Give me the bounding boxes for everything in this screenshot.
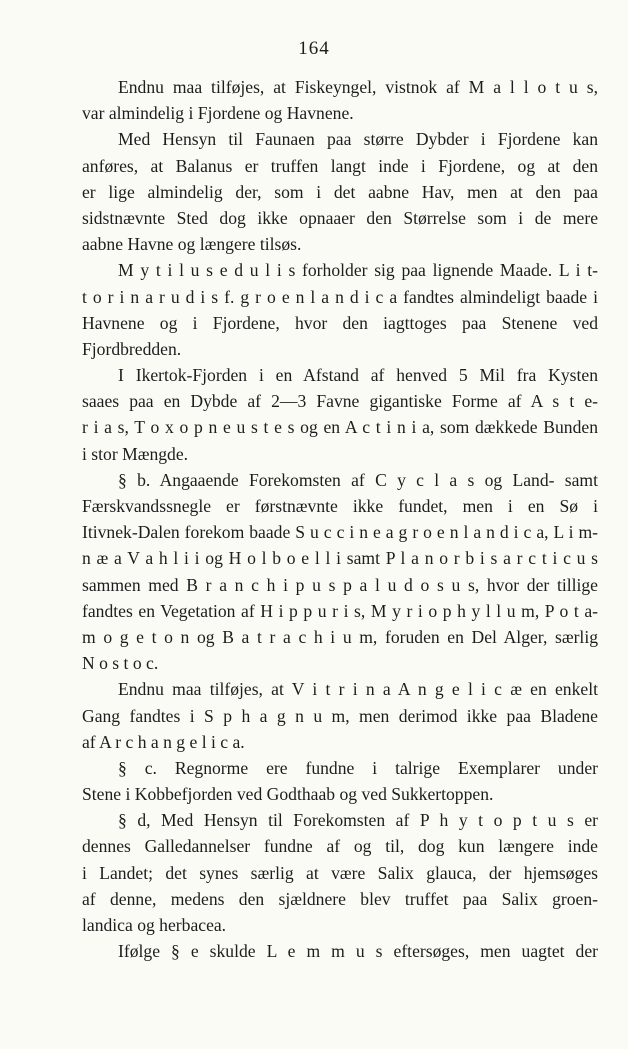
text-line: t o r i n a r u d i s f. g r o e n l a n d i c a fandtes almindeligt baade i (82, 286, 598, 307)
text-line: Stene i Kobbefjorden ved Godthaab og ved Sukkertoppen. (82, 784, 494, 805)
text-line: landica og herbacea. (82, 915, 227, 935)
text-line: Endnu maa tilføjes, at V i t r i n a A n g e l i c æ en enkelt (118, 679, 598, 700)
text-line: anføres, at Balanus er truffen langt inde i Fjordene, og at den (82, 155, 598, 176)
body-text (82, 74, 598, 964)
text-line: dennes Galledannelser fundne af og til, dog kun længere inde (82, 836, 598, 857)
text-line: M y t i l u s e d u l i s forholder sig paa lignende Maade. L i t- (118, 260, 598, 281)
text-line: Havnene og i Fjordene, hvor den iagttoges paa Stenene ved (82, 312, 598, 333)
text-line: r i a s, T o x o p n e u s t e s og en A c t i n i a, som dækkede Bunden (82, 417, 598, 438)
text-line: § c. Regnorme ere fundne i talrige Exemplarer under (118, 757, 598, 778)
text-line: Itivnek-Dalen forekom baade S u c c i n e a g r o e n l a n d i c a, L i m- (82, 522, 598, 543)
text-line: § b. Angaaende Forekomsten af C y c l a s og Land- samt (118, 469, 598, 490)
text-line: aabne Havne og længere tilsøs. (82, 234, 302, 255)
text-line: I Ikertok-Fjorden i en Afstand af henved 5 Mil fra Kysten (118, 365, 598, 386)
text-line: sammen med B r a n c h i p u s p a l u d o s u s, hvor der tillige (82, 574, 598, 595)
text-line: m o g e t o n og B a t r a c h i u m, foruden en Del Alger, særlig (82, 626, 598, 647)
text-line: § d, Med Hensyn til Forekomsten af P h y t o p t u s er (118, 810, 598, 831)
text-line: er lige almindelig der, som i det aabne Hav, men at den paa (82, 181, 598, 202)
text-line: Endnu maa tilføjes, at Fiskeyngel, vistnok af M a l l o t u s, (118, 77, 598, 97)
text-line: Med Hensyn til Faunaen paa større Dybder i Fjordene kan (118, 129, 598, 150)
text-line: af A r c h a n g e l i c a. (82, 731, 245, 752)
text-line: n æ a V a h l i i og H o l b o e l l i samt P l a n o r b i s a r c t i c u s (82, 548, 598, 569)
text-line: Fjordbredden. (82, 338, 182, 359)
text-line: af denne, medens den sjældnere blev truffet paa Salix groen- (82, 888, 598, 909)
text-line: Gang fandtes i S p h a g n u m, men derimod ikke paa Bladene (82, 705, 598, 726)
text-line: Ifølge § e skulde L e m m u s eftersøges, men uagtet der (118, 941, 598, 962)
text-line: saaes paa en Dybde af 2—3 Favne gigantiske Forme af A s t e- (82, 391, 598, 412)
text-line: N o s t o c. (82, 653, 159, 674)
text-line: Færskvandssnegle er førstnævnte ikke fundet, men i en Sø i (82, 496, 598, 516)
text-line: fandtes en Vegetation af H i p p u r i s, M y r i o p h y l l u m, P o t a- (82, 600, 598, 621)
page-number: 164 (298, 38, 330, 59)
text-line: i Landet; det synes særlig at være Salix glauca, der hjemsøges (82, 862, 598, 883)
text-line: i stor Mængde. (82, 443, 189, 464)
text-line: sidstnævnte Sted dog ikke opnaaer den Størrelse som i de mere (82, 207, 598, 228)
text-line: var almindelig i Fjordene og Havnene. (82, 103, 354, 124)
